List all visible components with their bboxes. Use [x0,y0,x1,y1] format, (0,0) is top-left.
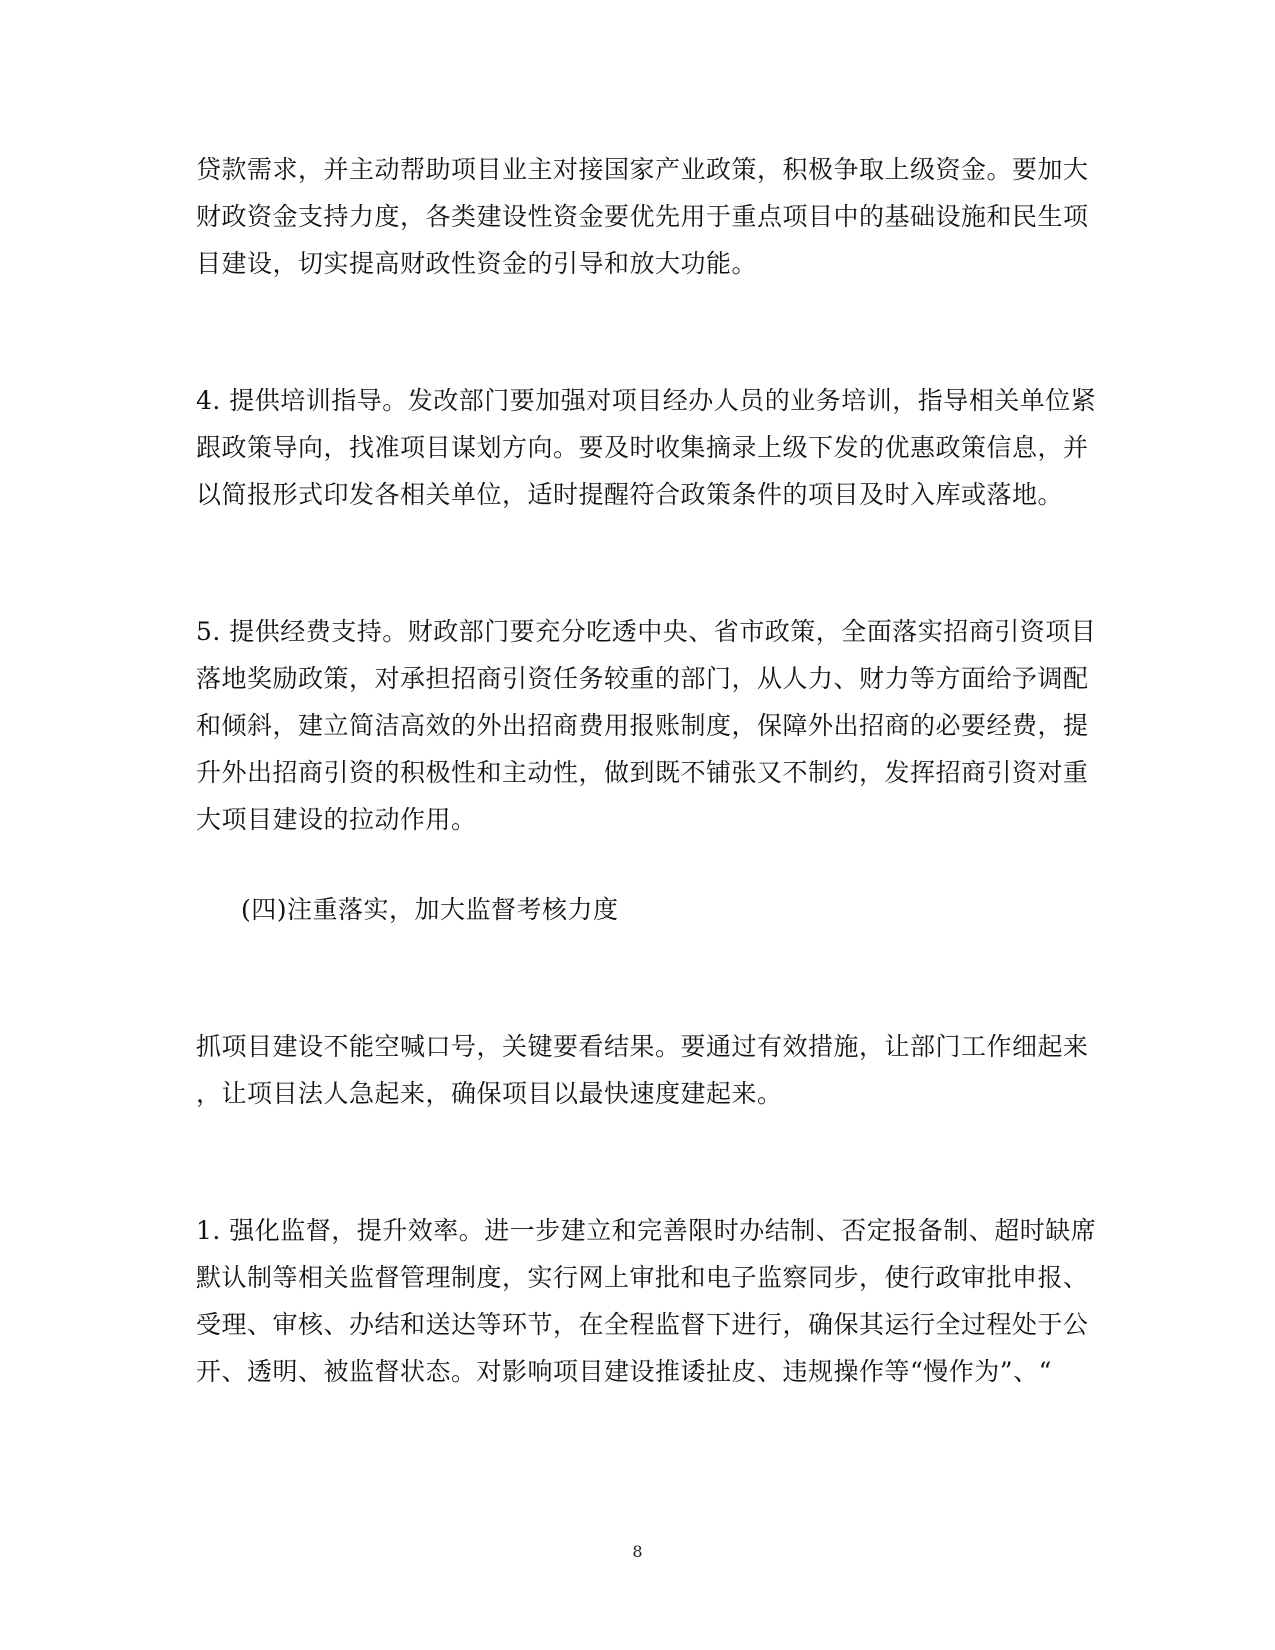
text-line: 抓项目建设不能空喊口号，关键要看结果。要通过有效措施，让部门工作细起来 [196,1032,1089,1061]
page-number: 8 [632,1542,643,1561]
text-line: 开、透明、被监督状态。对影响项目建设推诿扯皮、违规操作等“慢作为”、“ [196,1357,1052,1386]
text-line: 贷款需求，并主动帮助项目业主对接国家产业政策，积极争取上级资金。要加大 [196,155,1089,184]
text-line: ，让项目法人急起来，确保项目以最快速度建起来。 [196,1079,783,1108]
text-line: 和倾斜，建立简洁高效的外出招商费用报账制度，保障外出招商的必要经费，提 [196,711,1089,740]
text-line: 4. 提供培训指导。发改部门要加强对项目经办人员的业务培训，指导相关单位紧 [196,386,1097,415]
text-line: 目建设，切实提高财政性资金的引导和放大功能。 [196,249,758,278]
text-line: 财政资金支持力度，各类建设性资金要优先用于重点项目中的基础设施和民生项 [196,202,1089,231]
text-line: 升外出招商引资的积极性和主动性，做到既不铺张又不制约，发挥招商引资对重 [196,758,1089,787]
text-line: 落地奖励政策，对承担招商引资任务较重的部门，从人力、财力等方面给予调配 [196,664,1089,693]
text-line: 1. 强化监督，提升效率。进一步建立和完善限时办结制、否定报备制、超时缺席 [196,1216,1097,1245]
text-line: 跟政策导向，找准项目谋划方向。要及时收集摘录上级下发的优惠政策信息，并 [196,433,1089,462]
text-line: 默认制等相关监督管理制度，实行网上审批和电子监察同步，使行政审批申报、 [196,1263,1089,1292]
text-line: 受理、审核、办结和送达等环节，在全程监督下进行，确保其运行全过程处于公 [196,1310,1089,1339]
text-line: 5. 提供经费支持。财政部门要充分吃透中央、省市政策，全面落实招商引资项目 [196,617,1097,646]
text-line: 大项目建设的拉动作用。 [196,805,477,834]
section-heading: (四)注重落实，加大监督考核力度 [241,895,619,924]
text-line: 以简报形式印发各相关单位，适时提醒符合政策条件的项目及时入库或落地。 [196,480,1064,509]
